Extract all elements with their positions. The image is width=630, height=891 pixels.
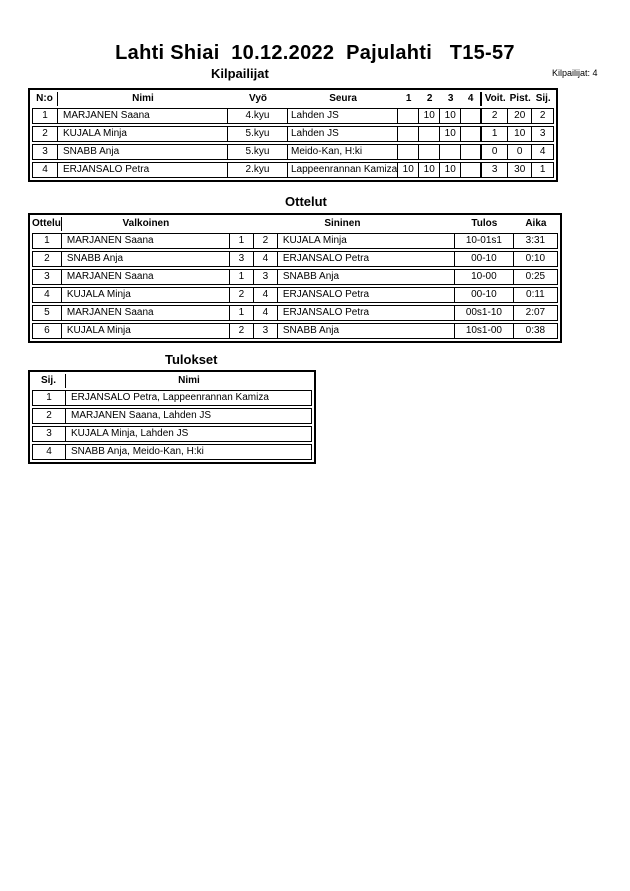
cell-white-name: MARJANEN Saana (62, 305, 230, 321)
cell-club: Lahden JS (288, 126, 398, 142)
cell-number: 3 (32, 144, 58, 160)
results-header-row (32, 374, 312, 388)
col-header-number: N:o (32, 92, 58, 106)
cell-name: SNABB Anja (58, 144, 228, 160)
cell-wins: 3 (482, 162, 508, 178)
cell-belt: 5.kyu (228, 126, 288, 142)
col-header-round2: 2 (426, 93, 433, 104)
cell-belt: 4.kyu (228, 108, 288, 124)
col-header-round3: 3 (447, 93, 454, 104)
matches-header-row (32, 217, 558, 231)
cell-blue-number: 3 (254, 269, 278, 285)
cell-round2: 10 (419, 162, 440, 178)
document-title: Lahti Shiai 10.12.2022 Pajulahti T15-57 (115, 42, 515, 64)
col-header-blue: Sininen (324, 218, 361, 229)
cell-white-name: MARJANEN Saana (62, 233, 230, 249)
match-row (32, 269, 558, 285)
cell-belt: 5.kyu (228, 144, 288, 160)
col-header-place: Sij. (32, 374, 66, 388)
cell-round2: 10 (419, 108, 440, 124)
cell-match-number: 3 (32, 269, 62, 285)
cell-wins: 1 (482, 126, 508, 142)
cell-blue-number: 4 (254, 305, 278, 321)
competitors-count-label: Kilpailijat: 4 (552, 68, 598, 78)
cell-blue-name: SNABB Anja (278, 323, 455, 339)
cell-place: 1 (532, 162, 554, 178)
cell-round1: 10 (398, 162, 419, 178)
cell-name: KUJALA Minja (58, 126, 228, 142)
matches-table (28, 213, 562, 343)
cell-number: 1 (32, 108, 58, 124)
cell-time: 3:31 (514, 233, 558, 249)
cell-match-number: 5 (32, 305, 62, 321)
cell-white-name: MARJANEN Saana (62, 269, 230, 285)
cell-round4 (461, 162, 482, 178)
cell-blue-number: 2 (254, 233, 278, 249)
cell-place: 3 (532, 126, 554, 142)
cell-blue-number: 4 (254, 251, 278, 267)
col-header-place: Sij. (535, 93, 551, 104)
result-row (32, 390, 312, 406)
cell-name: ERJANSALO Petra, Lappeenrannan Kamiza (66, 390, 312, 406)
cell-club: Meido-Kan, H:ki (288, 144, 398, 160)
match-row (32, 305, 558, 321)
cell-name: SNABB Anja, Meido-Kan, H:ki (66, 444, 312, 460)
col-header-round4: 4 (461, 92, 482, 106)
match-row (32, 251, 558, 267)
cell-white-number: 2 (230, 287, 254, 303)
cell-time: 0:11 (514, 287, 558, 303)
cell-name: KUJALA Minja, Lahden JS (66, 426, 312, 442)
cell-points: 30 (508, 162, 532, 178)
match-row (32, 323, 558, 339)
result-row (32, 444, 312, 460)
cell-result: 10s1-00 (455, 323, 514, 339)
cell-place: 2 (32, 408, 66, 424)
result-row (32, 408, 312, 424)
col-header-name: Nimi (178, 375, 200, 386)
cell-number: 2 (32, 126, 58, 142)
cell-time: 2:07 (514, 305, 558, 321)
match-row (32, 287, 558, 303)
cell-round1 (398, 144, 419, 160)
cell-result: 00-10 (455, 251, 514, 267)
cell-place: 3 (32, 426, 66, 442)
cell-belt: 2.kyu (228, 162, 288, 178)
cell-round3: 10 (440, 108, 461, 124)
cell-name: ERJANSALO Petra (58, 162, 228, 178)
cell-wins: 0 (482, 144, 508, 160)
cell-name: MARJANEN Saana, Lahden JS (66, 408, 312, 424)
col-header-club: Seura (329, 93, 357, 104)
cell-match-number: 6 (32, 323, 62, 339)
col-header-wins: Voit. (484, 93, 506, 104)
cell-blue-number: 4 (254, 287, 278, 303)
cell-wins: 2 (482, 108, 508, 124)
cell-blue-name: SNABB Anja (278, 269, 455, 285)
competitor-row (32, 162, 554, 178)
result-row (32, 426, 312, 442)
cell-place: 4 (532, 144, 554, 160)
cell-blue-name: ERJANSALO Petra (278, 305, 455, 321)
cell-white-number: 1 (230, 233, 254, 249)
cell-result: 10-01s1 (455, 233, 514, 249)
cell-time: 0:10 (514, 251, 558, 267)
cell-white-number: 3 (230, 251, 254, 267)
results-table (28, 370, 316, 464)
cell-round2 (419, 126, 440, 142)
cell-white-name: KUJALA Minja (62, 287, 230, 303)
cell-name: MARJANEN Saana (58, 108, 228, 124)
cell-result: 00s1-10 (455, 305, 514, 321)
cell-blue-name: ERJANSALO Petra (278, 287, 455, 303)
cell-match-number: 2 (32, 251, 62, 267)
cell-points: 20 (508, 108, 532, 124)
cell-club: Lappeenrannan Kamiza (288, 162, 398, 178)
cell-round1 (398, 126, 419, 142)
cell-result: 10-00 (455, 269, 514, 285)
cell-white-number: 1 (230, 305, 254, 321)
cell-match-number: 1 (32, 233, 62, 249)
cell-round4 (461, 108, 482, 124)
competitor-row (32, 108, 554, 124)
match-row (32, 233, 558, 249)
competitor-row (32, 126, 554, 142)
section-title-results: Tulokset (165, 352, 218, 367)
cell-round3: 10 (440, 126, 461, 142)
section-title-matches: Ottelut (285, 194, 327, 209)
competitors-table (28, 88, 558, 182)
col-header-time: Aika (525, 218, 547, 229)
competitor-row (32, 144, 554, 160)
cell-club: Lahden JS (288, 108, 398, 124)
cell-points: 10 (508, 126, 532, 142)
cell-white-name: SNABB Anja (62, 251, 230, 267)
cell-place: 4 (32, 444, 66, 460)
cell-white-number: 1 (230, 269, 254, 285)
cell-time: 0:38 (514, 323, 558, 339)
cell-time: 0:25 (514, 269, 558, 285)
cell-round4 (461, 126, 482, 142)
competitors-header-row (32, 92, 554, 106)
col-header-match-number: Ottelu (32, 218, 61, 229)
cell-place: 2 (532, 108, 554, 124)
col-header-result: Tulos (471, 218, 498, 229)
cell-blue-number: 3 (254, 323, 278, 339)
col-header-name: Nimi (132, 93, 154, 104)
cell-round1 (398, 108, 419, 124)
cell-round4 (461, 144, 482, 160)
cell-round3 (440, 144, 461, 160)
cell-place: 1 (32, 390, 66, 406)
cell-round3: 10 (440, 162, 461, 178)
col-header-round1: 1 (405, 93, 412, 104)
cell-round2 (419, 144, 440, 160)
cell-blue-name: ERJANSALO Petra (278, 251, 455, 267)
cell-points: 0 (508, 144, 532, 160)
section-title-competitors: Kilpailijat (211, 66, 269, 81)
col-header-belt: Vyö (249, 93, 267, 104)
col-header-white: Valkoinen (122, 218, 170, 229)
cell-match-number: 4 (32, 287, 62, 303)
cell-number: 4 (32, 162, 58, 178)
cell-white-name: KUJALA Minja (62, 323, 230, 339)
col-header-points: Pist. (509, 93, 531, 104)
cell-white-number: 2 (230, 323, 254, 339)
cell-blue-name: KUJALA Minja (278, 233, 455, 249)
cell-result: 00-10 (455, 287, 514, 303)
